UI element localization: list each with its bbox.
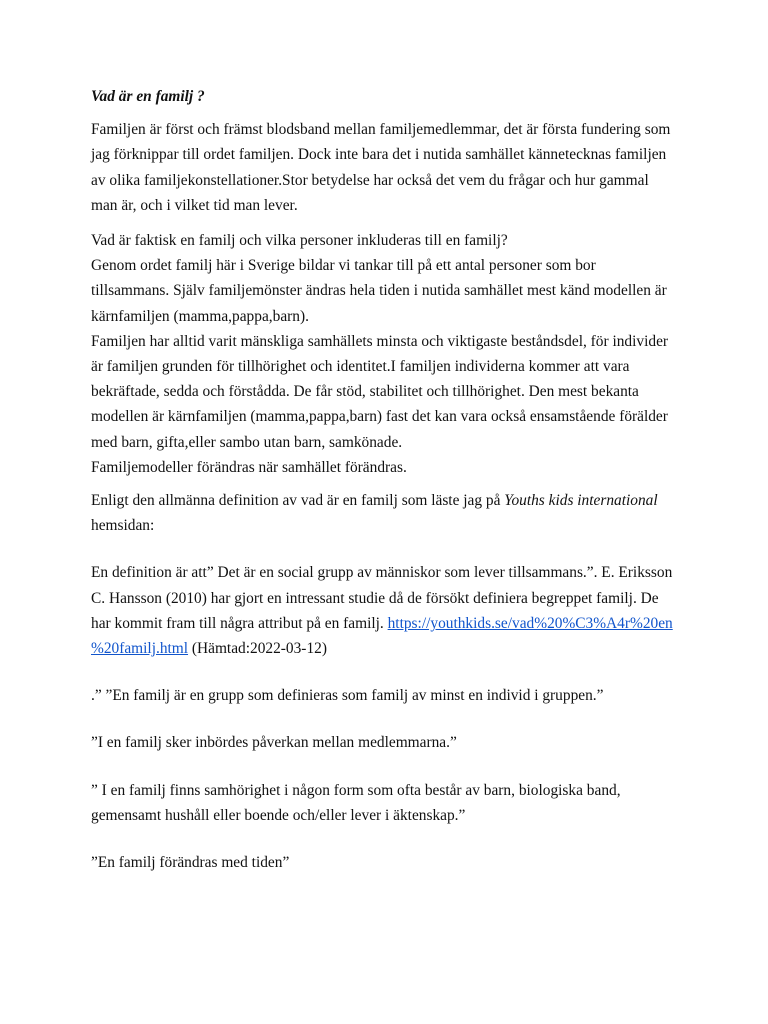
text-line: Familjen är först och främst blodsband mellan familjemedlemmar, det är första fundering som <box>91 121 671 139</box>
text-span: har kommit fram till några attribut på en familj. <box>91 614 388 632</box>
retrieved-date: (Hämtad:2022-03-12) <box>188 640 327 658</box>
text-line: modellen är kärnfamiljen (mamma,pappa,barn) fast det kan vara också ensamstående förälder <box>91 408 668 426</box>
source-link[interactable]: https://youthkids.se/vad%20%C3%A4r%20en <box>387 614 673 632</box>
quote-definition: .” ”En familj är en grupp som definieras som familj av minst en individ i gruppen.” <box>91 687 604 705</box>
text-line <box>91 611 691 636</box>
text-line: En definition är att” Det är en social grupp av människor som lever tillsammans.”. E. Eriksson <box>91 564 673 582</box>
text-line <box>91 488 691 513</box>
text-line: Genom ordet familj här i Sverige bildar vi tankar till på ett antal personer som bor <box>91 257 596 275</box>
text-line: Familjen har alltid varit mänskliga samhällets minsta och viktigaste beståndsdel, för individer <box>91 332 669 350</box>
text-line: av olika familjekonstellationer.Stor betydelse har också det vem du frågar och hur gammal <box>91 171 649 189</box>
text-line: tillsammans. Själv familjemönster ändras hela tiden i nutida samhället mest känd modellen är <box>91 282 667 300</box>
quote-influence: ”I en familj sker inbördes påverkan mellan medlemmarna.” <box>91 734 457 752</box>
text-line: Vad är faktisk en familj och vilka personer inkluderas till en familj? <box>91 232 508 250</box>
text-line: ” I en familj finns samhörighet i någon form som ofta består av barn, biologiska band, <box>91 781 621 799</box>
text-line: bekräftade, sedda och förstådda. De får stöd, stabilitet och tillhörighet. Den mest bekanta <box>91 383 639 401</box>
paragraph-definition-citation <box>91 560 691 661</box>
source-name: Youths kids international <box>504 492 658 510</box>
quote-cohesion <box>91 778 691 828</box>
paragraph-intro <box>91 117 691 218</box>
text-line: med barn, gifta,eller sambo utan barn, samkönade. <box>91 433 403 451</box>
text-line: C. Hansson (2010) har gjort en intressant studie då de försökt definiera begreppet familj. De <box>91 589 659 607</box>
document-page <box>91 84 691 875</box>
text-line: man är, och i vilket tid man lever. <box>91 196 298 214</box>
document-title: Vad är en familj ? <box>91 88 205 105</box>
text-line: hemsidan: <box>91 517 155 535</box>
text-line: jag förknippar till ordet familjen. Dock inte bara det i nutida samhället kännetecknas familjen <box>91 146 667 164</box>
text-line: är familjen grunden för tillhörighet och identitet.I familjen individerna kommer att vara <box>91 358 630 376</box>
source-link-continued[interactable]: %20familj.html <box>91 640 189 658</box>
text-span: Enligt den allmänna definition av vad är en familj som läste jag på <box>91 492 505 510</box>
paragraph-family-definition <box>91 228 691 480</box>
text-line: kärnfamiljen (mamma,pappa,barn). <box>91 307 309 325</box>
paragraph-source-intro <box>91 488 691 538</box>
text-line: gemensamt hushåll eller boende och/eller lever i äktenskap.” <box>91 806 466 824</box>
text-line: Familjemodeller förändras när samhället förändras. <box>91 458 407 476</box>
text-line <box>91 636 691 661</box>
quote-change: ”En familj förändras med tiden” <box>91 854 290 872</box>
